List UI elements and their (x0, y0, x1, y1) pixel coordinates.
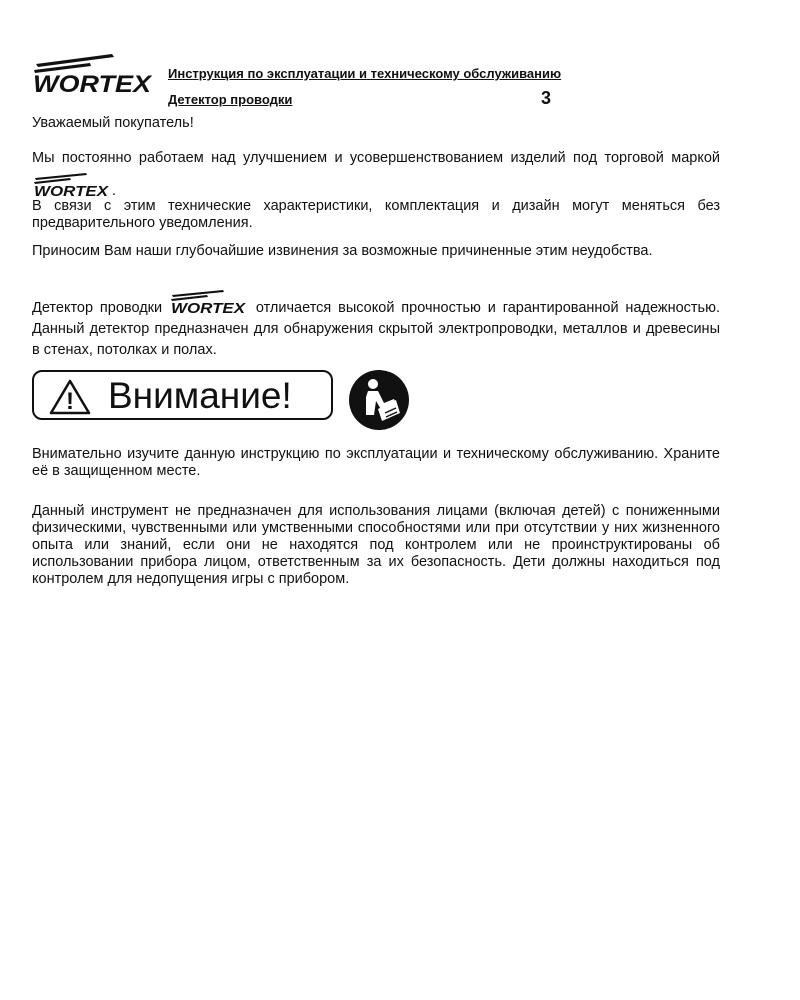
paragraph-detector-rest: отличается высокой прочностью и гарантированной надежностью. Данный детектор предназначен для обнаружения скрытой электропроводки, металлов и древесины в стенах, потолках и полах. (32, 300, 720, 358)
wortex-inline-logo (32, 173, 112, 199)
wortex-inline-logo (169, 290, 249, 316)
svg-text:WORTEX: WORTEX (170, 300, 247, 316)
warning-triangle-symbol: ! (66, 388, 74, 415)
paragraph-improvement-end: . (112, 183, 117, 199)
manual-title: Инструкция по эксплуатации и техническому обслуживанию (168, 66, 562, 81)
svg-text:WORTEX: WORTEX (34, 183, 110, 199)
svg-text:WORTEX: WORTEX (33, 71, 154, 98)
paragraph-apology: Приносим Вам наши глубочайшие извинения за возможные причиненные этим неудобства. (32, 243, 653, 259)
warning-triangle-icon (48, 378, 92, 416)
paragraph-read-instructions: Внимательно изучите данную инструкцию по эксплуатации и техническому обслуживанию. Храните её в защищенном месте. (32, 446, 720, 479)
paragraph-safety-restrictions: Данный инструмент не предназначен для использования лицами (включая детей) с пониженными физическими, чувственными или умственными способностями или при отсутствии у них жизненного опыта или знаний, если они не находятся под контролем или не проинструктированы об использовании прибора лицом, ответственным за их безопасность. Дети должны находиться под контролем для недопущения игры с прибором. (32, 503, 720, 587)
paragraph-detector-description (32, 290, 720, 361)
page-number: 3 (541, 88, 552, 108)
wortex-logo (30, 50, 156, 98)
paragraph-detector-start: Детектор проводки (32, 300, 163, 316)
paragraph-improvement (32, 143, 720, 206)
warning-box (32, 370, 333, 420)
paragraph-improvement-text: Мы постоянно работаем над улучшением и усовершенствованием изделий под торговой маркой (32, 150, 720, 166)
paragraph-specs-change: В связи с этим технические характеристики, комплектация и дизайн могут меняться без предварительного уведомления. (32, 198, 720, 231)
read-manual-icon (348, 369, 410, 431)
greeting: Уважаемый покупатель! (32, 115, 194, 131)
product-name: Детектор проводки (168, 92, 293, 107)
warning-label: Внимание! (108, 375, 292, 416)
